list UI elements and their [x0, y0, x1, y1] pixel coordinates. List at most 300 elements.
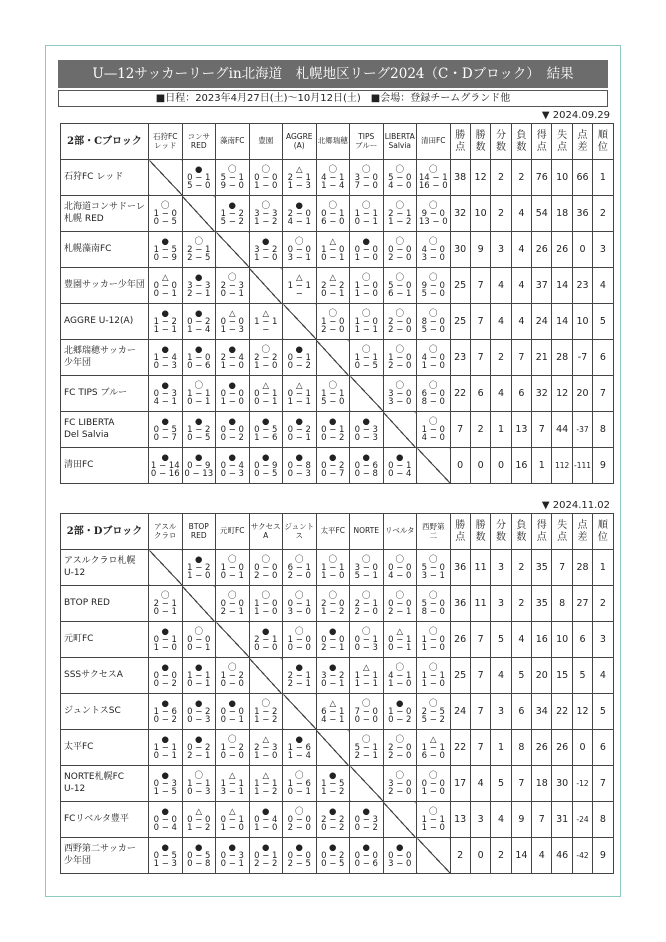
match-score: 0 − 1 [220, 858, 244, 869]
match-score: 0 − 5 [254, 468, 278, 479]
match-score: 1 − 2 [254, 714, 278, 725]
match-score: 0 − 2 [153, 678, 177, 689]
diagonal-cell [316, 730, 350, 766]
match-score: 0 − 0 [187, 814, 211, 825]
match-score: 3 − 0 [388, 778, 412, 789]
match-score: 0 − 6 [354, 858, 378, 869]
match-score: 0 − 2 [187, 316, 211, 327]
stat-value: 30 [552, 766, 572, 802]
result-mark: ● [161, 662, 169, 673]
result-mark: ● [161, 380, 169, 391]
stat-value: 4 [511, 232, 531, 268]
stat-value: 5 [593, 304, 613, 340]
stat-value: 44 [552, 412, 572, 448]
stat-value: 2 [491, 196, 511, 232]
team-name: FCリベルタ豊平 [61, 802, 149, 838]
match-result-cell [216, 268, 250, 304]
match-score: 1 − 0 [421, 678, 445, 689]
result-mark: 〇 [395, 734, 404, 745]
result-mark: ● [329, 416, 337, 427]
match-result-cell [249, 586, 283, 622]
match-result-cell [383, 766, 417, 802]
match-result-cell [383, 448, 417, 484]
match-result-cell [383, 376, 417, 412]
match-result-cell [249, 730, 283, 766]
match-result-cell [249, 694, 283, 730]
result-mark: ● [228, 416, 236, 427]
match-score: 0 − 1 [153, 750, 177, 761]
match-score: 0 − 0 [220, 598, 244, 609]
table-row [61, 766, 614, 802]
stat-value: 8 [552, 586, 572, 622]
result-mark: 〇 [194, 380, 203, 391]
stat-value: 9 [470, 232, 490, 268]
match-score: 0 − 1 [321, 678, 345, 689]
match-result-cell [316, 550, 350, 586]
match-score: 0 − 1 [287, 598, 311, 609]
stat-header: 負数 [511, 514, 531, 550]
match-score: 1 − 2 [220, 670, 244, 681]
result-mark: ● [228, 842, 236, 853]
match-result-cell [283, 622, 317, 658]
match-score: 14 − 1 [418, 172, 448, 183]
match-result-cell [216, 766, 250, 802]
stat-value: 30 [450, 232, 470, 268]
match-score: 1 − 1 [321, 388, 345, 399]
match-score: 0 − 5 [187, 432, 211, 443]
result-mark: 〇 [395, 308, 404, 319]
diagonal-cell [417, 448, 451, 484]
match-score: 7 − 0 [354, 180, 378, 191]
match-result-cell [182, 160, 216, 196]
table-row [61, 412, 614, 448]
match-score: 2 − 1 [187, 750, 211, 761]
result-mark: △ [329, 272, 337, 283]
match-score: 0 − 0 [287, 814, 311, 825]
match-score: 0 − 5 [153, 424, 177, 435]
match-score: 2 − 0 [321, 324, 345, 335]
match-score: 1 − 1 [421, 742, 445, 753]
match-score: 2 − 0 [287, 208, 311, 219]
stat-value: 13 [450, 802, 470, 838]
match-score: 1 − 1 [354, 678, 378, 689]
match-score: 6 − 1 [321, 706, 345, 717]
match-result-cell [417, 340, 451, 376]
stat-value: 0 [572, 730, 592, 766]
match-result-cell [316, 232, 350, 268]
match-score: 0 − 0 [354, 714, 378, 725]
stat-value: 32 [532, 376, 552, 412]
result-mark: 〇 [261, 200, 270, 211]
match-score: 2 − 4 [220, 352, 244, 363]
match-score: 0 − 1 [153, 288, 177, 299]
stat-value: 1 [532, 448, 552, 484]
match-score: 0 − 0 [153, 280, 177, 291]
result-mark: 〇 [227, 590, 237, 601]
table-row [61, 730, 614, 766]
table-row [61, 586, 614, 622]
match-score: 16 − 0 [418, 180, 448, 191]
result-mark: 〇 [361, 590, 371, 601]
match-result-cell [350, 160, 384, 196]
diagonal-cell [350, 376, 384, 412]
result-mark: ● [262, 842, 270, 853]
match-result-cell [182, 766, 216, 802]
result-mark: ● [195, 164, 203, 175]
match-score: 0 − 0 [254, 642, 278, 653]
match-score: 1 − 1 [187, 670, 211, 681]
match-score: − [262, 324, 270, 335]
result-mark: ● [262, 236, 270, 247]
match-score: 0 − 1 [220, 814, 244, 825]
match-result-cell [216, 694, 250, 730]
match-result-cell [182, 730, 216, 766]
match-result-cell [316, 160, 350, 196]
result-mark: ● [228, 200, 236, 211]
match-score: 3 − 1 [287, 252, 311, 263]
team-name: 清田FC [61, 448, 149, 484]
stat-header: 順位 [593, 124, 613, 160]
result-mark: ● [161, 770, 169, 781]
match-result-cell [383, 340, 417, 376]
result-mark: 〇 [294, 236, 304, 247]
match-score: 0 − 0 [388, 244, 412, 255]
stat-value: 23 [450, 340, 470, 376]
result-mark: 〇 [328, 380, 337, 391]
match-score: 1 − 3 [287, 180, 311, 191]
stat-value: 26 [532, 232, 552, 268]
match-score: 3 − 0 [421, 252, 445, 263]
result-mark: ● [295, 416, 303, 427]
match-score: 1 − 0 [187, 352, 211, 363]
match-score: 1 − 0 [354, 252, 378, 263]
stat-value: 10 [572, 304, 592, 340]
result-mark: 〇 [294, 554, 304, 565]
table-row [61, 268, 614, 304]
stat-value: 112 [552, 448, 572, 484]
stat-value: 3 [491, 694, 511, 730]
diagonal-cell [383, 802, 417, 838]
match-score: 1 − 6 [287, 742, 311, 753]
match-result-cell [182, 412, 216, 448]
stat-value: 13 [511, 412, 531, 448]
match-score: 0 − 3 [220, 850, 244, 861]
block-c-standings-table [60, 123, 614, 484]
match-score: 6 − 0 [421, 388, 445, 399]
stat-value: 3 [593, 622, 613, 658]
match-score: 2 − 2 [321, 814, 345, 825]
match-score: 2 − 1 [388, 606, 412, 617]
result-mark: 〇 [428, 770, 438, 781]
match-result-cell [383, 694, 417, 730]
match-result-cell [383, 268, 417, 304]
match-score: 1 − 1 [287, 396, 311, 407]
match-score: 0 − 3 [153, 778, 177, 789]
result-mark: ● [262, 452, 270, 463]
match-score: 2 − 2 [321, 280, 345, 291]
match-score: 9 − 0 [421, 208, 445, 219]
match-score: 5 − 0 [187, 180, 211, 191]
match-result-cell [350, 448, 384, 484]
result-mark: ● [161, 416, 169, 427]
result-mark: ● [362, 452, 370, 463]
match-score: 2 − 0 [321, 598, 345, 609]
result-mark: 〇 [428, 200, 438, 211]
stat-value: 38 [450, 160, 470, 196]
result-mark: 〇 [328, 554, 337, 565]
result-mark: ● [295, 452, 303, 463]
stat-header: 失点 [552, 514, 572, 550]
match-score: 0 − 0 [388, 598, 412, 609]
result-mark: ● [295, 734, 303, 745]
match-score: 0 − 1 [220, 288, 244, 299]
column-team-header: 石狩FC レッド [149, 124, 183, 160]
match-result-cell [417, 550, 451, 586]
match-result-cell [350, 196, 384, 232]
match-score: 13 − 0 [418, 216, 448, 227]
diagonal-cell [249, 658, 283, 694]
match-score: 2 − 2 [254, 352, 278, 363]
stat-value: 0 [450, 448, 470, 484]
match-result-cell [417, 304, 451, 340]
match-result-cell [350, 658, 384, 694]
block-d-date: ▼ 2024.11.02 [541, 500, 610, 511]
diagonal-cell [417, 838, 451, 874]
stat-value: 7 [470, 730, 490, 766]
result-mark: ● [329, 452, 337, 463]
block-d-standings-table [60, 513, 614, 874]
match-result-cell [149, 838, 183, 874]
result-mark: 〇 [428, 698, 438, 709]
result-mark: 〇 [194, 626, 203, 637]
stat-value: 28 [552, 340, 572, 376]
match-score: 0 − 0 [388, 562, 412, 573]
result-mark: ● [195, 308, 203, 319]
result-mark: ● [362, 842, 370, 853]
match-result-cell [350, 304, 384, 340]
result-mark: 〇 [361, 626, 371, 637]
stat-value: 2 [511, 550, 531, 586]
match-score: 1 − 1 [354, 208, 378, 219]
stat-value: 5 [511, 658, 531, 694]
match-result-cell [149, 448, 183, 484]
match-score: 0 − 0 [254, 562, 278, 573]
match-score: 2 − 1 [254, 634, 278, 645]
stat-value: -37 [572, 412, 592, 448]
match-score: 0 − 6 [354, 460, 378, 471]
stat-value: 5 [491, 622, 511, 658]
match-score: 7 − 0 [354, 706, 378, 717]
match-score: 0 − 3 [220, 468, 244, 479]
match-result-cell [316, 658, 350, 694]
stat-value: 10 [552, 622, 572, 658]
result-mark: ● [329, 626, 337, 637]
table-row [61, 658, 614, 694]
result-mark: 〇 [328, 308, 337, 319]
match-result-cell [383, 160, 417, 196]
stat-value: 26 [552, 730, 572, 766]
result-mark: 〇 [428, 662, 438, 673]
match-score: 1 − 0 [354, 288, 378, 299]
match-score: 0 − 8 [287, 460, 311, 471]
result-mark: ● [295, 344, 303, 355]
match-score: 2 − 1 [287, 670, 311, 681]
result-mark: △ [262, 734, 270, 745]
result-mark: 〇 [428, 626, 438, 637]
match-score: 4 − 1 [287, 216, 311, 227]
stat-value: 14 [552, 268, 572, 304]
match-score: 0 − 1 [187, 642, 211, 653]
stat-value: 2 [511, 586, 531, 622]
result-mark: 〇 [428, 554, 438, 565]
match-score: 1 − 1 [187, 388, 211, 399]
match-result-cell [283, 340, 317, 376]
match-result-cell [249, 838, 283, 874]
stat-value: 22 [552, 694, 572, 730]
result-mark: 〇 [361, 308, 371, 319]
table-row [61, 838, 614, 874]
stat-value: 4 [532, 838, 552, 874]
stat-value: 7 [532, 412, 552, 448]
result-mark: ● [195, 734, 203, 745]
match-score: 0 − 8 [354, 468, 378, 479]
match-score: 2 − 1 [287, 172, 311, 183]
match-score: 1 − 5 [153, 244, 177, 255]
match-score: 1 − 0 [153, 642, 177, 653]
result-mark: △ [161, 272, 169, 283]
result-mark: ● [262, 626, 270, 637]
column-team-header: 北郷瑞穂 [316, 124, 350, 160]
match-result-cell [216, 550, 250, 586]
match-score: 1 − 4 [287, 750, 311, 761]
match-score: 0 − 0 [220, 750, 244, 761]
block-c-date: ▼ 2024.09.29 [541, 110, 610, 121]
stat-value: 7 [552, 550, 572, 586]
match-score: 1 − 0 [421, 634, 445, 645]
match-score: 0 − 7 [321, 468, 345, 479]
result-mark: ● [228, 344, 236, 355]
stat-value: 12 [470, 160, 490, 196]
match-score: 1 − 0 [421, 786, 445, 797]
result-mark: ● [195, 842, 203, 853]
schedule-info: ■日程：2023年4月27日(土)～10月12日(土) ■会場：登録チームグランド他 [58, 90, 608, 107]
match-result-cell [249, 232, 283, 268]
match-score: 1 − 0 [187, 570, 211, 581]
team-name: 西野第二サッカー 少年団 [61, 838, 149, 874]
match-score: 3 − 0 [287, 606, 311, 617]
match-result-cell [350, 340, 384, 376]
match-result-cell [249, 622, 283, 658]
diagonal-cell [216, 232, 250, 268]
stat-value: 7 [511, 766, 531, 802]
result-mark: 〇 [294, 590, 304, 601]
match-score: 2 − 0 [388, 324, 412, 335]
result-mark: 〇 [194, 236, 203, 247]
match-result-cell [216, 448, 250, 484]
match-result-cell [316, 304, 350, 340]
result-mark: ● [228, 452, 236, 463]
block-name: 2部・Dブロック [61, 514, 149, 550]
match-score: 1 − 1 [220, 778, 244, 789]
match-score: 8 − 0 [421, 316, 445, 327]
match-score: 0 − 9 [254, 460, 278, 471]
match-score: 2 − 5 [287, 858, 311, 869]
match-score: 3 − 1 [421, 570, 445, 581]
stat-value: 26 [450, 622, 470, 658]
stat-value: 5 [593, 694, 613, 730]
stat-value: 1 [593, 550, 613, 586]
match-score: 0 − 1 [321, 424, 345, 435]
team-name: アスルクラロ札幌 U-12 [61, 550, 149, 586]
table-row [61, 550, 614, 586]
match-result-cell [316, 694, 350, 730]
result-mark: ● [161, 734, 169, 745]
stat-value: 17 [450, 766, 470, 802]
stat-value: 8 [593, 412, 613, 448]
stat-value: 35 [532, 586, 552, 622]
stat-value: 22 [450, 730, 470, 766]
match-score: 1 − 6 [254, 432, 278, 443]
match-result-cell [249, 376, 283, 412]
result-mark: ● [396, 842, 404, 853]
result-mark: 〇 [261, 164, 270, 175]
column-team-header: 豊園 [249, 124, 283, 160]
match-score: 0 − 0 [388, 850, 412, 861]
match-score: 2 − 0 [388, 360, 412, 371]
stat-value: 3 [491, 586, 511, 622]
match-result-cell [417, 160, 451, 196]
match-score: 1 − 0 [254, 822, 278, 833]
team-name: 北郷瑞穂サッカー 少年団 [61, 340, 149, 376]
match-score: 1 − 0 [220, 822, 244, 833]
match-score: 1 − 5 [153, 786, 177, 797]
stat-value: 2 [511, 160, 531, 196]
match-result-cell [417, 694, 451, 730]
table-row [61, 376, 614, 412]
match-score: 1 − 2 [187, 424, 211, 435]
stat-value: 2 [491, 340, 511, 376]
match-score: 0 − 6 [187, 360, 211, 371]
result-mark: 〇 [428, 164, 438, 175]
match-result-cell [283, 730, 317, 766]
stat-value: 4 [470, 766, 490, 802]
match-result-cell [417, 196, 451, 232]
match-result-cell [149, 730, 183, 766]
result-mark: ● [195, 698, 203, 709]
match-score: 1 − 0 [321, 570, 345, 581]
table-row [61, 622, 614, 658]
stat-value: 1 [491, 412, 511, 448]
result-mark: 〇 [361, 344, 371, 355]
stat-header: 点差 [572, 124, 592, 160]
match-result-cell [417, 232, 451, 268]
match-score: 0 − 5 [254, 424, 278, 435]
result-mark: 〇 [361, 698, 371, 709]
match-score: 0 − 2 [321, 460, 345, 471]
match-score: 4 − 0 [421, 244, 445, 255]
stat-value: 4 [491, 304, 511, 340]
match-result-cell [182, 802, 216, 838]
result-mark: 〇 [361, 200, 371, 211]
result-mark: ● [329, 770, 337, 781]
match-score: 0 − 1 [388, 634, 412, 645]
match-result-cell [249, 802, 283, 838]
stat-value: 7 [470, 268, 490, 304]
match-score: 1 − 2 [254, 216, 278, 227]
result-mark: 〇 [395, 554, 404, 565]
stat-value: 0 [470, 448, 490, 484]
team-name: 札幌藻南FC [61, 232, 149, 268]
